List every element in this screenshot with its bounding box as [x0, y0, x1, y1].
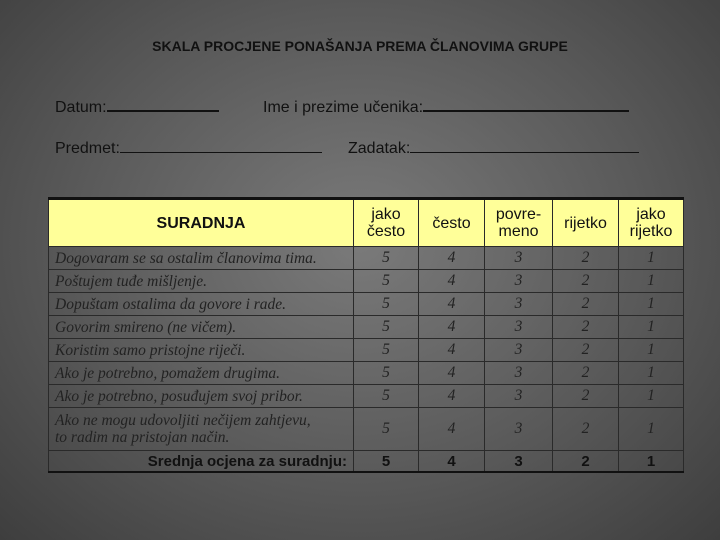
score-option[interactable]: 3	[485, 385, 553, 408]
task-label: Zadatak:	[348, 140, 411, 157]
scale-header-label: povre- meno	[495, 206, 542, 240]
average-score: 1	[619, 451, 684, 473]
average-score: 2	[553, 451, 619, 473]
score-option[interactable]: 4	[419, 293, 485, 316]
table-row	[49, 270, 684, 293]
behavior-statement: Govorim smireno (ne vičem).	[49, 316, 354, 339]
average-row	[49, 451, 684, 473]
table-row	[49, 408, 684, 451]
average-score: 5	[354, 451, 419, 473]
score-option[interactable]: 2	[553, 385, 619, 408]
score-option[interactable]: 3	[485, 270, 553, 293]
score-option[interactable]: 4	[419, 339, 485, 362]
table-header-row	[49, 199, 684, 247]
score-option[interactable]: 1	[619, 339, 684, 362]
score-option[interactable]: 2	[553, 408, 619, 451]
student-name-field[interactable]	[423, 96, 629, 112]
rating-table	[48, 197, 684, 473]
score-option[interactable]: 2	[553, 316, 619, 339]
behavior-statement: Dopuštam ostalima da govore i rade.	[49, 293, 354, 316]
scale-header-label: rijetko	[564, 214, 607, 232]
score-option[interactable]: 2	[553, 362, 619, 385]
score-option[interactable]: 4	[419, 247, 485, 270]
score-option[interactable]: 2	[553, 270, 619, 293]
section-header: SURADNJA	[49, 199, 354, 247]
student-name-label: Ime i prezime učenika:	[263, 99, 424, 116]
form-row-1b	[263, 96, 629, 117]
score-option[interactable]: 1	[619, 270, 684, 293]
score-option[interactable]: 1	[619, 247, 684, 270]
score-option[interactable]: 2	[553, 339, 619, 362]
date-field[interactable]	[107, 96, 219, 112]
behavior-statement: Poštujem tuđe mišljenje.	[49, 270, 354, 293]
page-title: SKALA PROCJENE PONAŠANJA PREMA ČLANOVIMA GRUPE	[152, 38, 568, 54]
average-score: 4	[419, 451, 485, 473]
subject-field[interactable]	[120, 138, 322, 153]
table-row	[49, 339, 684, 362]
average-label: Srednja ocjena za suradnju:	[49, 451, 354, 473]
score-option[interactable]: 4	[419, 362, 485, 385]
score-option[interactable]: 5	[354, 385, 419, 408]
scale-header-label: jako rijetko	[629, 206, 673, 240]
scale-header-label: često	[432, 214, 471, 232]
form-row-2	[55, 138, 322, 158]
behavior-statement: Dogovaram se sa ostalim članovima tima.	[49, 247, 354, 270]
average-score: 3	[485, 451, 553, 473]
score-option[interactable]: 5	[354, 362, 419, 385]
score-option[interactable]: 3	[485, 316, 553, 339]
scale-header	[354, 199, 419, 247]
score-option[interactable]: 4	[419, 316, 485, 339]
score-option[interactable]: 2	[553, 293, 619, 316]
table-row	[49, 316, 684, 339]
table-row	[49, 385, 684, 408]
scale-header-label: jako često	[366, 206, 406, 240]
score-option[interactable]: 3	[485, 293, 553, 316]
form-row-2b	[348, 138, 639, 158]
scale-header	[419, 199, 485, 247]
score-option[interactable]: 3	[485, 247, 553, 270]
subject-label: Predmet:	[55, 140, 120, 157]
scale-header	[619, 199, 684, 247]
score-option[interactable]: 1	[619, 316, 684, 339]
score-option[interactable]: 1	[619, 408, 684, 451]
score-option[interactable]: 5	[354, 316, 419, 339]
score-option[interactable]: 1	[619, 362, 684, 385]
score-option[interactable]: 3	[485, 362, 553, 385]
score-option[interactable]: 2	[553, 247, 619, 270]
score-option[interactable]: 5	[354, 408, 419, 451]
score-option[interactable]: 3	[485, 339, 553, 362]
table-row	[49, 293, 684, 316]
scale-header	[553, 199, 619, 247]
score-option[interactable]: 3	[485, 408, 553, 451]
table-row	[49, 247, 684, 270]
score-option[interactable]: 5	[354, 247, 419, 270]
score-option[interactable]: 5	[354, 339, 419, 362]
table-row	[49, 362, 684, 385]
behavior-statement: Ako ne mogu udovoljiti nečijem zahtjevu, to radim na pristojan način.	[49, 408, 354, 451]
score-option[interactable]: 4	[419, 385, 485, 408]
behavior-statement: Ako je potrebno, pomažem drugima.	[49, 362, 354, 385]
score-option[interactable]: 4	[419, 408, 485, 451]
task-field[interactable]	[410, 138, 639, 153]
behavior-statement: Koristim samo pristojne riječi.	[49, 339, 354, 362]
score-option[interactable]: 1	[619, 385, 684, 408]
score-option[interactable]: 5	[354, 270, 419, 293]
date-label: Datum:	[55, 99, 107, 116]
score-option[interactable]: 4	[419, 270, 485, 293]
form-row-1	[55, 96, 219, 117]
score-option[interactable]: 1	[619, 293, 684, 316]
behavior-statement: Ako je potrebno, posuđujem svoj pribor.	[49, 385, 354, 408]
scale-header	[485, 199, 553, 247]
score-option[interactable]: 5	[354, 293, 419, 316]
